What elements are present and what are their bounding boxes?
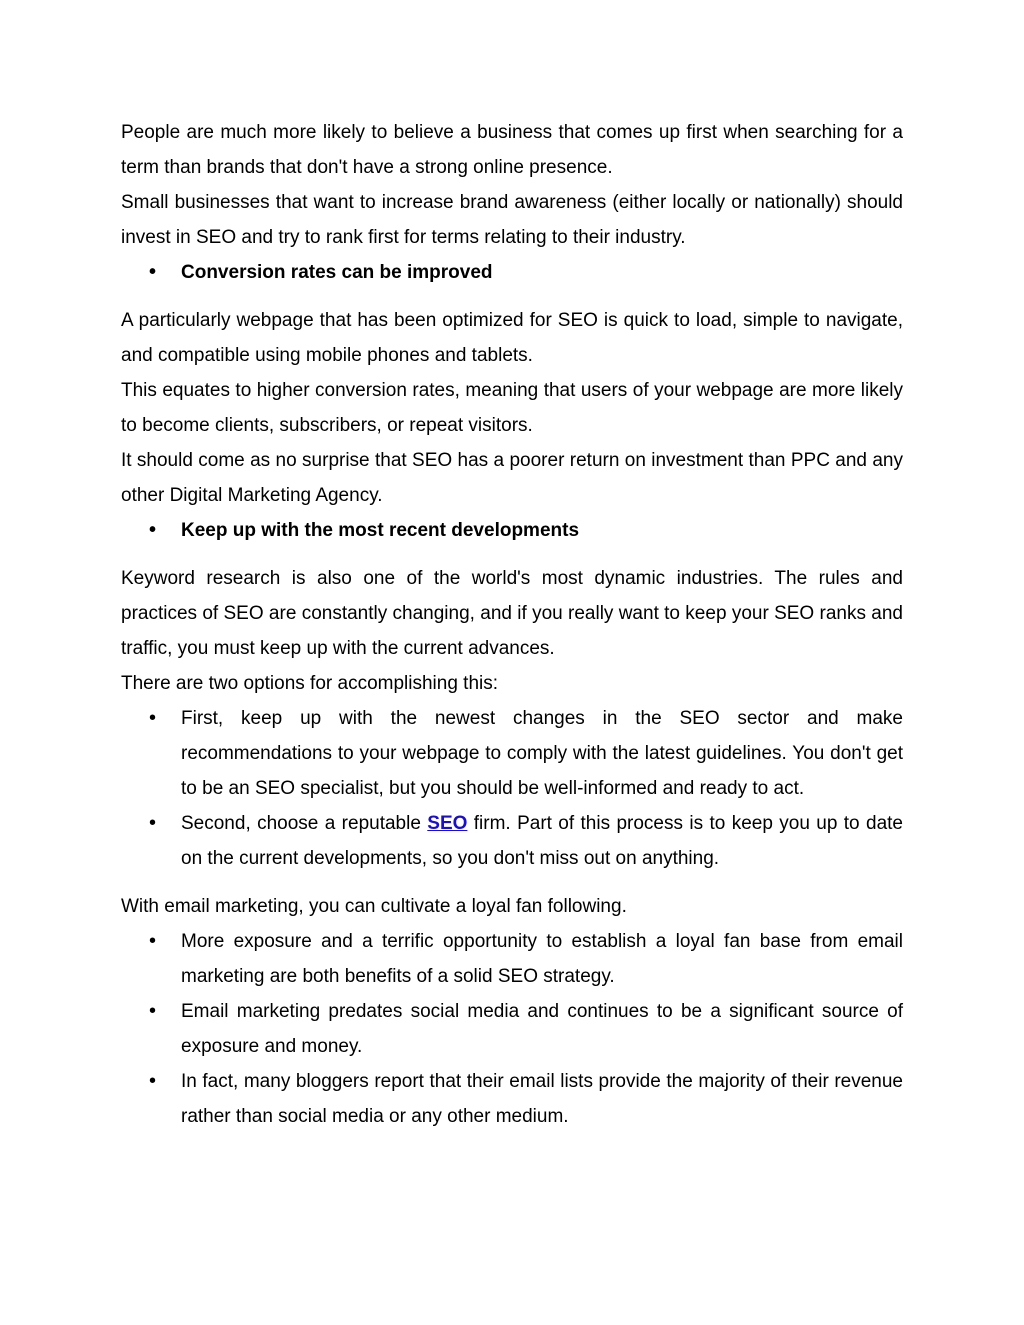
paragraph-optimized-webpage: A particularly webpage that has been optimized for SEO is quick to load, simple to navigate, and compatible using mobile phones and tablets. bbox=[121, 310, 903, 366]
options-list bbox=[121, 701, 903, 876]
paragraph-roi: It should come as no surprise that SEO has a poorer return on investment than PPC and any other Digital Marketing Agency. bbox=[121, 450, 903, 506]
list-item-bloggers: • In fact, many bloggers report that their email lists provide the majority of their revenue rather than social media or any other medium. bbox=[121, 1064, 903, 1134]
second-option-text-after: firm. Part of this process is to keep you up to date on the current developments, so you don't miss out on anything. bbox=[181, 813, 903, 869]
second-option-text-before: Second, choose a reputable bbox=[181, 813, 428, 834]
heading-list-developments bbox=[121, 513, 903, 548]
document-page bbox=[121, 115, 903, 1134]
seo-link[interactable]: SEO bbox=[427, 813, 468, 834]
paragraph-two-options: There are two options for accomplishing this: bbox=[121, 673, 499, 694]
list-item-exposure: • More exposure and a terrific opportunity to establish a loyal fan base from email marketing are both benefits of a solid SEO strategy. bbox=[121, 924, 903, 994]
paragraph-trust: People are much more likely to believe a business that comes up first when searching for a term than brands that don't have a strong online presence. bbox=[121, 122, 903, 178]
heading-conversion-rates: • Conversion rates can be improved bbox=[121, 255, 903, 290]
heading-recent-developments: • Keep up with the most recent developments bbox=[121, 513, 903, 548]
list-item-first-option: • First, keep up with the newest changes in the SEO sector and make recommendations to your webpage to comply with the latest guidelines. You don't get to be an SEO specialist, but you should be well-informed and ready to act. bbox=[121, 701, 903, 806]
paragraph-keyword-research: Keyword research is also one of the world's most dynamic industries. The rules and practices of SEO are constantly changing, and if you really want to keep your SEO ranks and traffic, you must keep up with the current advances. bbox=[121, 568, 903, 659]
list-item-second-option bbox=[121, 806, 903, 876]
paragraph-brand-awareness: Small businesses that want to increase brand awareness (either locally or nationally) should invest in SEO and try to rank first for terms relating to their industry. bbox=[121, 192, 903, 248]
paragraph-conversion-rates: This equates to higher conversion rates, meaning that users of your webpage are more likely to become clients, subscribers, or repeat visitors. bbox=[121, 380, 903, 436]
paragraph-email-marketing: With email marketing, you can cultivate a loyal fan following. bbox=[121, 896, 627, 917]
email-benefits-list bbox=[121, 924, 903, 1134]
list-item-predates-social: • Email marketing predates social media and continues to be a significant source of exposure and money. bbox=[121, 994, 903, 1064]
heading-list-conversion bbox=[121, 255, 903, 290]
